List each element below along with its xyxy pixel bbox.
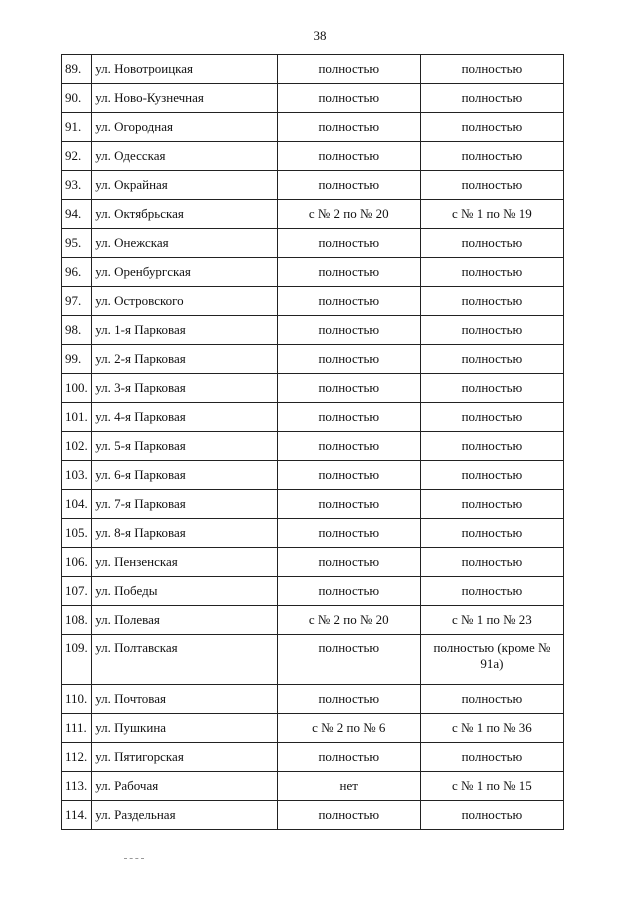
street-name-cell: ул. 1-я Парковая	[92, 316, 277, 345]
odd-houses-cell: полностью	[420, 287, 563, 316]
street-name-cell: ул. 2-я Парковая	[92, 345, 277, 374]
even-houses-cell: полностью	[277, 113, 420, 142]
odd-houses-cell: с № 1 по № 15	[420, 772, 563, 801]
row-number-cell: 113.	[62, 772, 92, 801]
odd-houses-cell: полностью	[420, 171, 563, 200]
street-name-cell: ул. Одесская	[92, 142, 277, 171]
row-number-cell: 98.	[62, 316, 92, 345]
odd-houses-cell: полностью	[420, 461, 563, 490]
even-houses-cell: с № 2 по № 20	[277, 200, 420, 229]
street-name-cell: ул. 6-я Парковая	[92, 461, 277, 490]
row-number-cell: 95.	[62, 229, 92, 258]
row-number-cell: 94.	[62, 200, 92, 229]
even-houses-cell: полностью	[277, 577, 420, 606]
street-name-cell: ул. Оренбургская	[92, 258, 277, 287]
row-number-cell: 106.	[62, 548, 92, 577]
row-number-cell: 92.	[62, 142, 92, 171]
row-number-cell: 90.	[62, 84, 92, 113]
even-houses-cell: полностью	[277, 258, 420, 287]
odd-houses-cell: полностью	[420, 519, 563, 548]
table-row	[62, 743, 564, 772]
even-houses-cell: полностью	[277, 316, 420, 345]
streets-table-body	[62, 55, 564, 830]
table-row	[62, 548, 564, 577]
street-name-cell: ул. Полевая	[92, 606, 277, 635]
odd-houses-cell: с № 1 по № 36	[420, 714, 563, 743]
odd-houses-cell: полностью	[420, 84, 563, 113]
street-name-cell: ул. Островского	[92, 287, 277, 316]
row-number-cell: 97.	[62, 287, 92, 316]
even-houses-cell: полностью	[277, 801, 420, 830]
row-number-cell: 103.	[62, 461, 92, 490]
table-row	[62, 287, 564, 316]
row-number-cell: 105.	[62, 519, 92, 548]
row-number-cell: 93.	[62, 171, 92, 200]
row-number-cell: 110.	[62, 685, 92, 714]
street-name-cell: ул. Пензенская	[92, 548, 277, 577]
table-row	[62, 461, 564, 490]
street-name-cell: ул. 3-я Парковая	[92, 374, 277, 403]
row-number-cell: 100.	[62, 374, 92, 403]
even-houses-cell: полностью	[277, 685, 420, 714]
row-number-cell: 89.	[62, 55, 92, 84]
row-number-cell: 112.	[62, 743, 92, 772]
row-number-cell: 104.	[62, 490, 92, 519]
even-houses-cell: полностью	[277, 403, 420, 432]
odd-houses-cell: полностью	[420, 374, 563, 403]
odd-houses-cell: полностью	[420, 229, 563, 258]
street-name-cell: ул. Октябрьская	[92, 200, 277, 229]
even-houses-cell: нет	[277, 772, 420, 801]
table-row	[62, 374, 564, 403]
street-name-cell: ул. Онежская	[92, 229, 277, 258]
row-number-cell: 109.	[62, 635, 92, 685]
odd-houses-cell: полностью	[420, 432, 563, 461]
street-name-cell: ул. 5-я Парковая	[92, 432, 277, 461]
even-houses-cell: полностью	[277, 345, 420, 374]
street-name-cell: ул. Новотроицкая	[92, 55, 277, 84]
odd-houses-cell: полностью	[420, 403, 563, 432]
table-row	[62, 171, 564, 200]
odd-houses-cell: с № 1 по № 19	[420, 200, 563, 229]
street-name-cell: ул. Раздельная	[92, 801, 277, 830]
street-name-cell: ул. Пятигорская	[92, 743, 277, 772]
street-name-cell: ул. Пушкина	[92, 714, 277, 743]
street-name-cell: ул. 7-я Парковая	[92, 490, 277, 519]
street-name-cell: ул. Полтавская	[92, 635, 277, 685]
table-row	[62, 84, 564, 113]
odd-houses-cell: полностью	[420, 316, 563, 345]
odd-houses-cell: полностью	[420, 548, 563, 577]
even-houses-cell: с № 2 по № 20	[277, 606, 420, 635]
table-row	[62, 200, 564, 229]
table-row	[62, 606, 564, 635]
row-number-cell: 111.	[62, 714, 92, 743]
table-row	[62, 316, 564, 345]
even-houses-cell: полностью	[277, 635, 420, 685]
table-row	[62, 685, 564, 714]
even-houses-cell: полностью	[277, 432, 420, 461]
table-row	[62, 229, 564, 258]
table-row	[62, 55, 564, 84]
even-houses-cell: с № 2 по № 6	[277, 714, 420, 743]
odd-houses-cell: полностью	[420, 345, 563, 374]
page-number: 38	[313, 28, 327, 43]
even-houses-cell: полностью	[277, 743, 420, 772]
street-name-cell: ул. Ново-Кузнечная	[92, 84, 277, 113]
row-number-cell: 96.	[62, 258, 92, 287]
odd-houses-cell: полностью	[420, 142, 563, 171]
table-row	[62, 113, 564, 142]
row-number-cell: 114.	[62, 801, 92, 830]
odd-houses-cell: полностью	[420, 55, 563, 84]
table-row	[62, 519, 564, 548]
row-number-cell: 101.	[62, 403, 92, 432]
odd-houses-cell: с № 1 по № 23	[420, 606, 563, 635]
even-houses-cell: полностью	[277, 461, 420, 490]
odd-houses-cell: полностью	[420, 577, 563, 606]
street-name-cell: ул. Победы	[92, 577, 277, 606]
row-number-cell: 102.	[62, 432, 92, 461]
odd-houses-cell: полностью	[420, 743, 563, 772]
table-row	[62, 403, 564, 432]
street-name-cell: ул. Рабочая	[92, 772, 277, 801]
even-houses-cell: полностью	[277, 171, 420, 200]
street-name-cell: ул. 4-я Парковая	[92, 403, 277, 432]
table-row	[62, 714, 564, 743]
table-row	[62, 345, 564, 374]
scan-mark	[124, 858, 144, 861]
odd-houses-cell: полностью (кроме № 91а)	[420, 635, 563, 685]
table-row	[62, 772, 564, 801]
odd-houses-cell: полностью	[420, 685, 563, 714]
odd-houses-cell: полностью	[420, 258, 563, 287]
even-houses-cell: полностью	[277, 548, 420, 577]
even-houses-cell: полностью	[277, 490, 420, 519]
table-row	[62, 258, 564, 287]
odd-houses-cell: полностью	[420, 801, 563, 830]
even-houses-cell: полностью	[277, 84, 420, 113]
street-name-cell: ул. 8-я Парковая	[92, 519, 277, 548]
streets-table	[61, 54, 564, 830]
row-number-cell: 91.	[62, 113, 92, 142]
odd-houses-cell: полностью	[420, 113, 563, 142]
even-houses-cell: полностью	[277, 229, 420, 258]
odd-houses-cell: полностью	[420, 490, 563, 519]
even-houses-cell: полностью	[277, 287, 420, 316]
row-number-cell: 107.	[62, 577, 92, 606]
even-houses-cell: полностью	[277, 374, 420, 403]
row-number-cell: 99.	[62, 345, 92, 374]
street-name-cell: ул. Окрайная	[92, 171, 277, 200]
street-name-cell: ул. Почтовая	[92, 685, 277, 714]
even-houses-cell: полностью	[277, 55, 420, 84]
even-houses-cell: полностью	[277, 142, 420, 171]
table-row	[62, 490, 564, 519]
even-houses-cell: полностью	[277, 519, 420, 548]
table-row	[62, 432, 564, 461]
table-row	[62, 577, 564, 606]
table-row	[62, 142, 564, 171]
street-name-cell: ул. Огородная	[92, 113, 277, 142]
table-row	[62, 635, 564, 685]
table-row	[62, 801, 564, 830]
row-number-cell: 108.	[62, 606, 92, 635]
